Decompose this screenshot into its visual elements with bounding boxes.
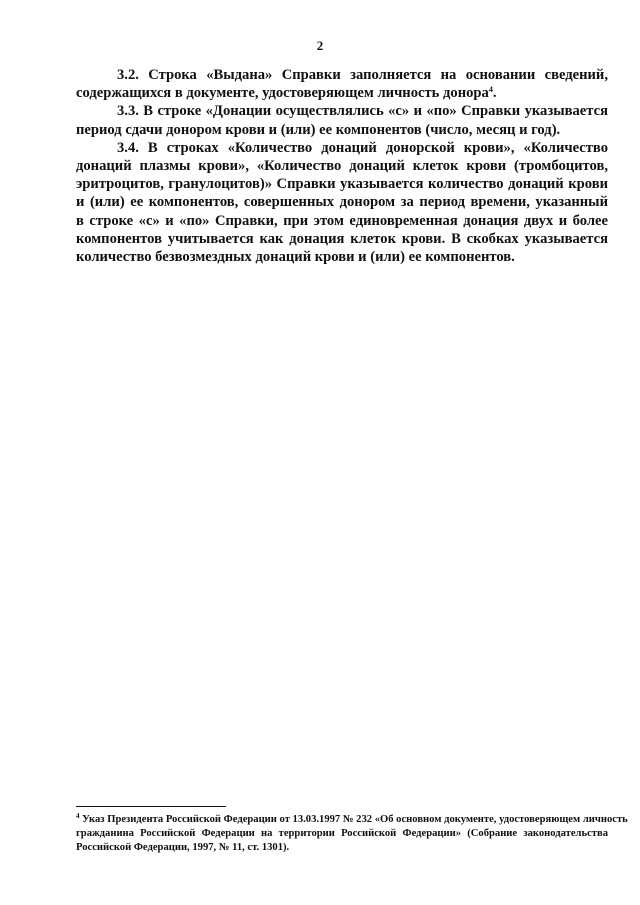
- sentence-end: .: [492, 85, 497, 102]
- paragraph-line: 3.3. В строке «Донации осуществлялись «с» и «по» Справки указывается: [117, 103, 608, 120]
- footnote-separator: [76, 806, 226, 807]
- footnote-marker: 4: [76, 812, 80, 820]
- paragraph-3-4: [76, 139, 608, 266]
- paragraph-line: компонентов учитывается как донация клеток крови. В скобках указывается: [76, 230, 608, 247]
- page-number: 2: [316, 38, 324, 53]
- footnote-line: [76, 812, 628, 827]
- paragraph-line: [76, 84, 608, 102]
- footnote-reference: 4: [488, 85, 493, 95]
- paragraph-line: количество безвозмездных донаций крови и (или) ее компонентов.: [76, 249, 515, 266]
- paragraph-line-text: содержащихся в документе, удостоверяющем личность донора: [76, 85, 489, 102]
- paragraph-line: период сдачи донором крови и (или) ее компонентов (число, месяц и год).: [76, 121, 561, 138]
- footnote-line-text: Указ Президента Российской Федерации от 13.03.1997 № 232 «Об основном документе, удостоверяющем личность: [79, 814, 628, 825]
- paragraph-line: 3.2. Строка «Выдана» Справки заполняется на основании сведений,: [117, 67, 608, 83]
- footnote: [76, 812, 628, 856]
- paragraph-line: 3.4. В строках «Количество донаций донорской крови», «Количество: [117, 139, 608, 156]
- footnote-line: Российской Федерации, 1997, № 11, ст. 1301).: [76, 842, 290, 854]
- paragraph-3-3: [76, 102, 608, 138]
- footnote-line: гражданина Российской Федерации на территории Российской Федерации» (Собрание законодательства: [76, 828, 608, 840]
- paragraph-line: донаций плазмы крови», «Количество донаций клеток крови (тромбоцитов,: [76, 158, 608, 175]
- paragraph-line: эритроцитов, гранулоцитов)» Справки указывается количество донаций крови: [76, 176, 608, 193]
- body-text: [76, 66, 608, 266]
- paragraph-line: в строке «с» и «по» Справки, при этом единовременная донация двух и более: [76, 212, 608, 229]
- paragraph-line: и (или) ее компонентов, совершенных донором за период времени, указанный: [76, 194, 608, 211]
- paragraph-3-2: [76, 66, 608, 102]
